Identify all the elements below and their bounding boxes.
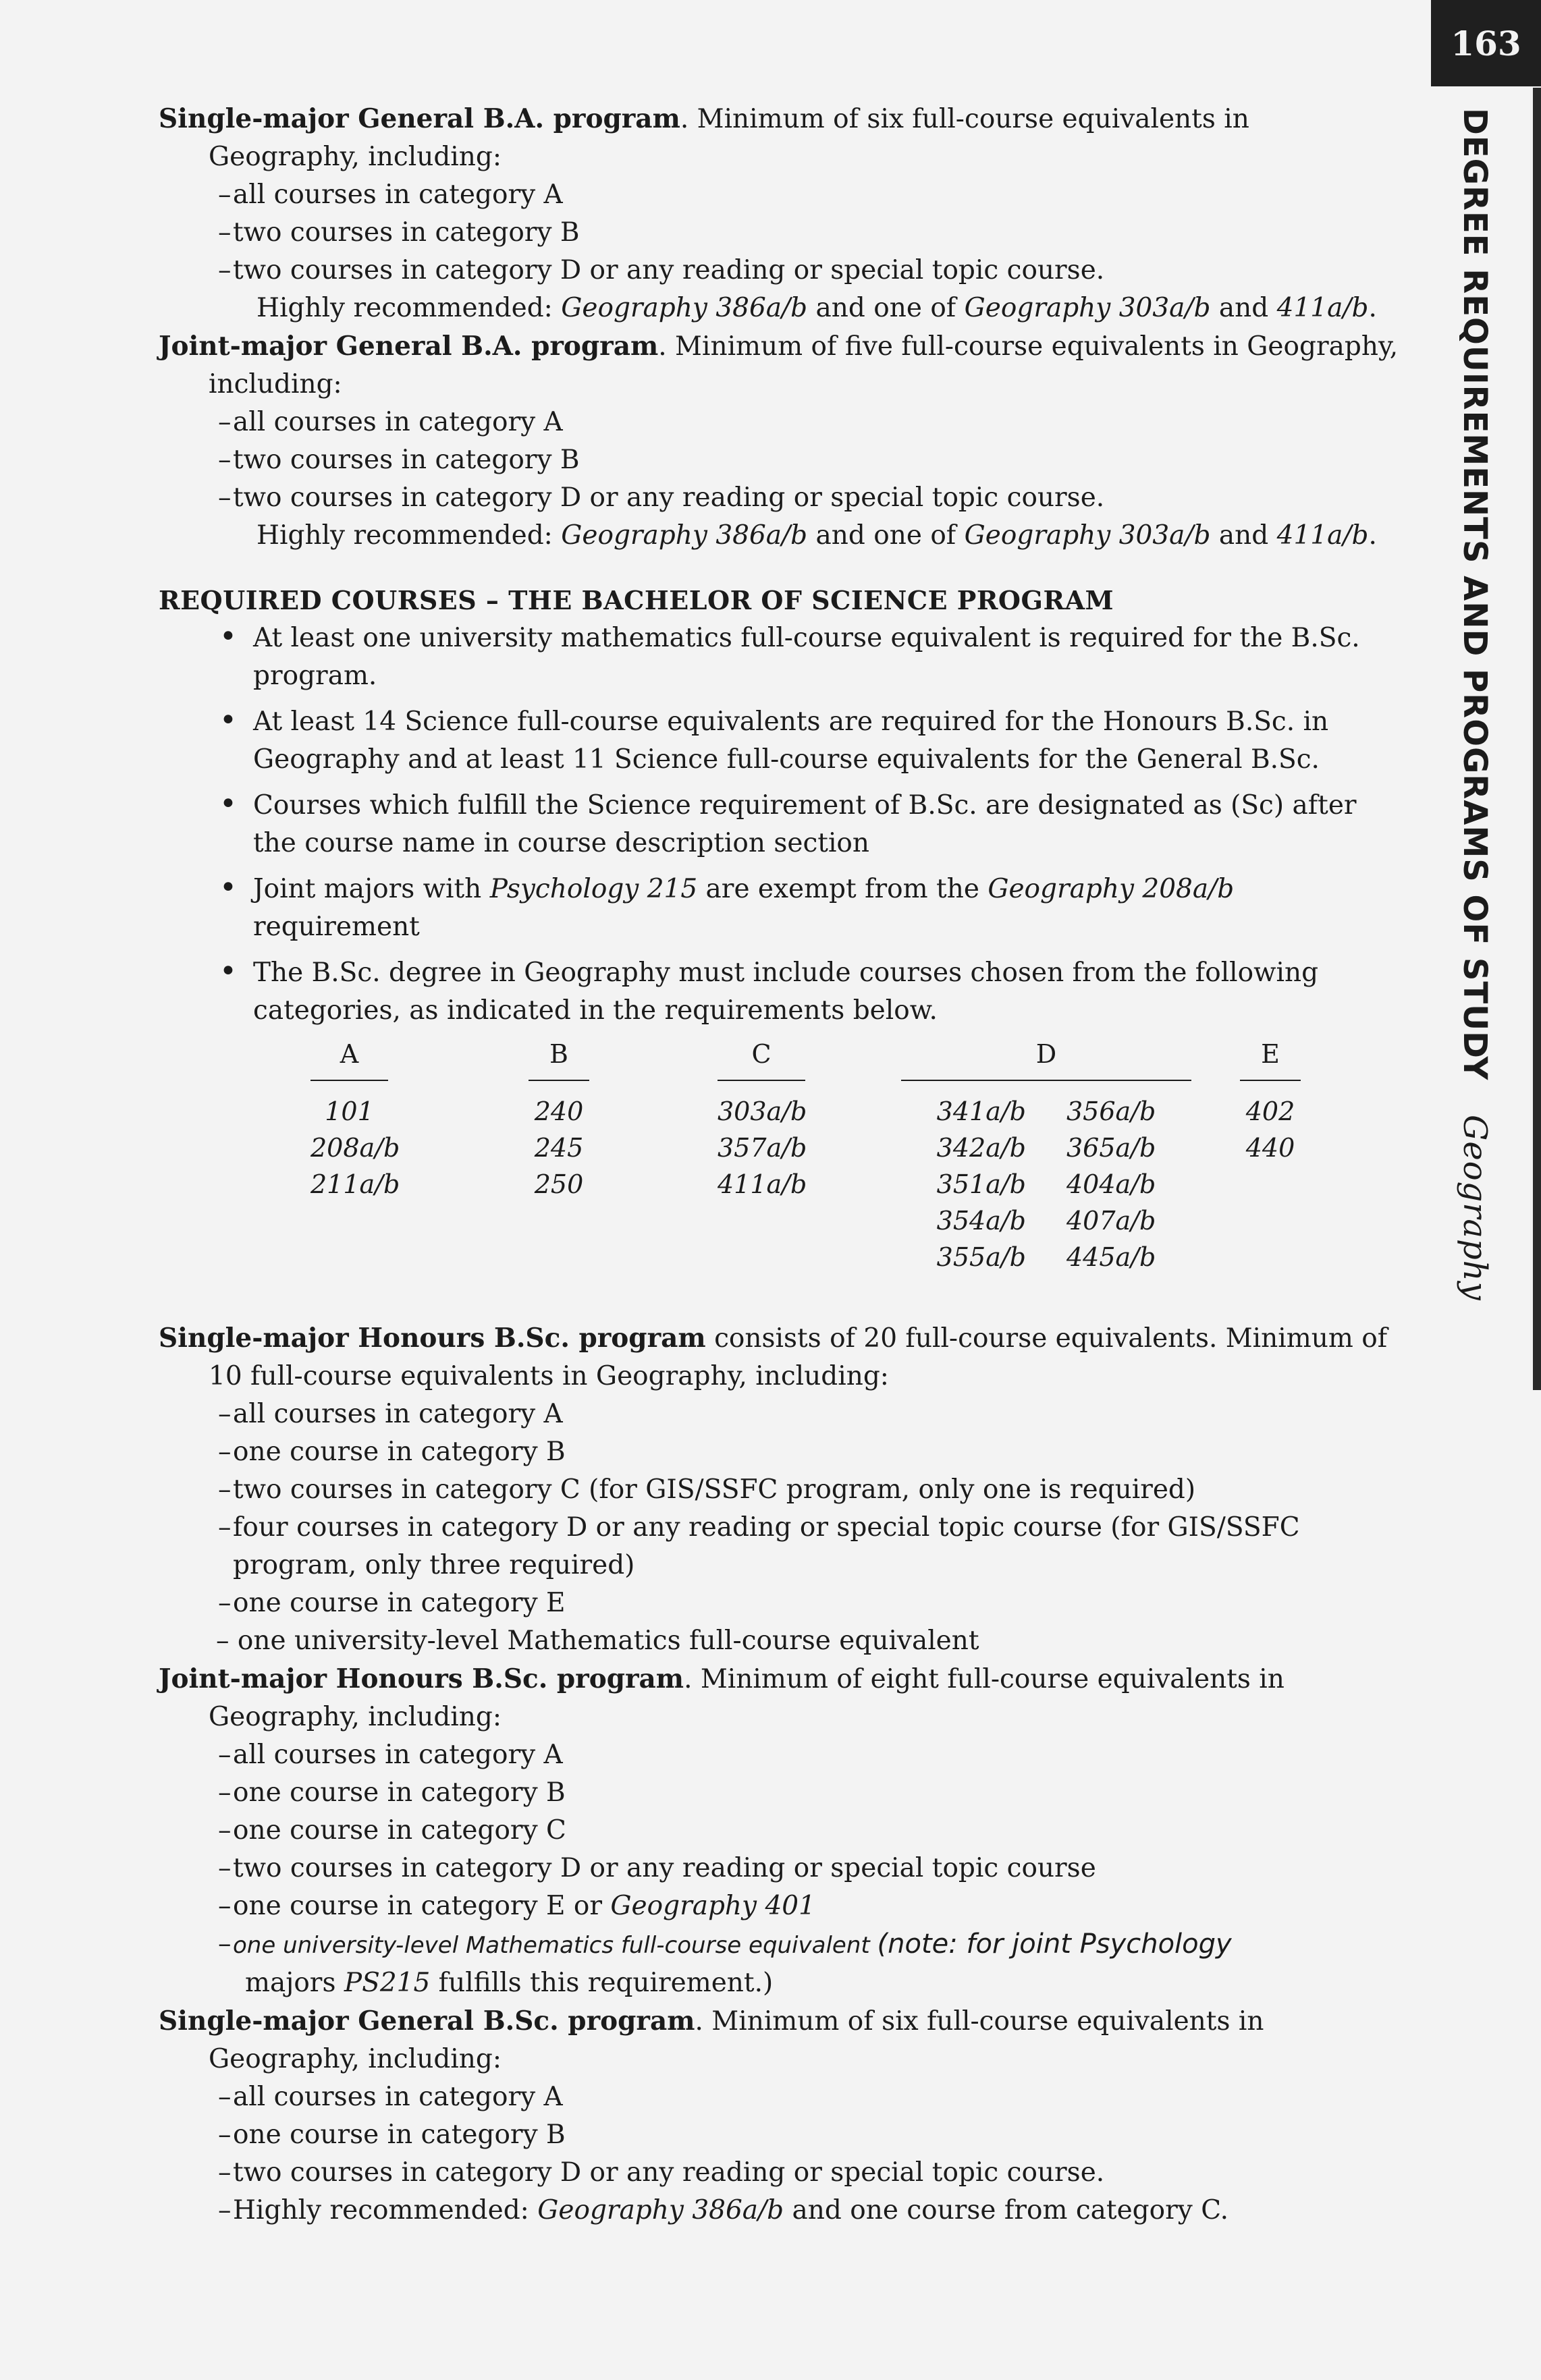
list-item: – four courses in category D or any reading or special topic course (for GIS/SSFC program, only three required) (159, 1509, 1401, 1584)
page-content (159, 100, 1401, 2230)
list-item: – one course in category C (159, 1812, 1401, 1850)
course: 402 (1245, 1097, 1295, 1126)
list-item: – two courses in category D or any reading or special topic course (159, 1850, 1401, 1887)
list-item: – two courses in category B (159, 441, 1401, 479)
course: 211a/b (310, 1169, 400, 1199)
list-item-continued (159, 1964, 1401, 2002)
category-table (159, 1035, 1401, 1302)
list-item: – all courses in category A (159, 1395, 1401, 1433)
ba-joint-recommended (159, 517, 1401, 555)
ba-general-intro (159, 100, 1401, 176)
category-e (1240, 1035, 1301, 1166)
category-a (310, 1035, 400, 1202)
list-text: (note: for joint Psychology (877, 1929, 1232, 1960)
course: 101 (325, 1097, 374, 1126)
bsc-general-text: . Minimum of six full-course equivalents in Geography, including: (209, 2006, 1264, 2074)
bullet-item: • The B.Sc. degree in Geography must include courses chosen from the following categories, as indicated in the requirements below. (159, 954, 1401, 1030)
course: Geography 303a/b (964, 293, 1211, 323)
list-item: – one university-level Mathematics full-course equivalent (216, 1626, 979, 1656)
list-item: – all courses in category A (159, 1736, 1401, 1774)
course: 365a/b (1066, 1133, 1156, 1163)
rec-prefix: Highly recommended: (233, 2195, 538, 2225)
page-number: 163 (1431, 0, 1541, 86)
list-item (159, 1887, 1401, 1925)
side-title-main: DEGREE REQUIREMENTS AND PROGRAMS OF STUDY (1456, 108, 1494, 1081)
course: Geography 386a/b (537, 2195, 784, 2225)
course: 245 (534, 1133, 584, 1163)
course: Psychology 215 (489, 874, 698, 904)
ba-joint-title: Joint-major General B.A. program (159, 331, 659, 362)
rec-prefix: Highly recommended: (256, 293, 562, 323)
divider (1240, 1080, 1301, 1081)
course: 355a/b (936, 1242, 1026, 1272)
course: 351a/b (936, 1169, 1026, 1199)
list-text: one university-level Mathematics full-course equivalent (233, 1932, 877, 1959)
list-item: – two courses in category C (for GIS/SSFC program, only one is required) (159, 1471, 1401, 1509)
divider (718, 1080, 805, 1081)
course: 407a/b (1066, 1206, 1156, 1236)
bsc-honours-title: Single-major Honours B.Sc. program (159, 1323, 706, 1354)
list-item: – two courses in category D or any reading or special topic course. (159, 2154, 1401, 2192)
category-d (901, 1035, 1191, 1275)
course: 404a/b (1066, 1169, 1156, 1199)
rec-prefix: Highly recommended: (256, 520, 562, 551)
bullet-item: • At least one university mathematics full-course equivalent is required for the B.Sc. program. (159, 619, 1401, 695)
category-label: D (1035, 1039, 1057, 1069)
bullet-item: • Courses which fulfill the Science requirement of B.Sc. are designated as (Sc) after the course name in course description section (159, 787, 1401, 862)
rec-mid: and one of (807, 293, 965, 323)
rec-mid: and one of (807, 520, 965, 551)
list-item: – all courses in category A (159, 2078, 1401, 2116)
category-label: B (549, 1039, 568, 1069)
list-item: – all courses in category A (159, 404, 1401, 441)
course: 357a/b (718, 1133, 807, 1163)
rec-and: and (1210, 520, 1277, 551)
bsc-joint-honours-title: Joint-major Honours B.Sc. program (159, 1663, 684, 1694)
list-text: majors (245, 1968, 344, 1998)
course: 341a/b (936, 1097, 1026, 1126)
bullet-text: requirement (253, 912, 420, 942)
course: 440 (1245, 1133, 1295, 1163)
category-c (718, 1035, 805, 1202)
rec-and: and (1210, 293, 1277, 323)
bullet-text: are exempt from the (697, 874, 988, 904)
rec-end: . (1368, 293, 1377, 323)
ba-general-recommended (159, 289, 1401, 327)
list-item (159, 2192, 1401, 2230)
ba-general-title: Single-major General B.A. program (159, 103, 680, 134)
side-title (1438, 108, 1512, 1431)
course: 356a/b (1066, 1097, 1156, 1126)
bsc-joint-honours-intro (159, 1660, 1401, 1736)
course: 208a/b (310, 1133, 400, 1163)
course: 240 (534, 1097, 584, 1126)
ba-joint-intro (159, 327, 1401, 404)
list-item: – one course in category B (159, 2116, 1401, 2154)
course: Geography 386a/b (561, 293, 808, 323)
bsc-honours-text: consists of 20 full-course equivalents. Minimum of 10 full-course equivalents in Geography, including: (209, 1323, 1388, 1391)
course: Geography 303a/b (964, 520, 1211, 551)
bullet-text: Joint majors with (253, 874, 490, 904)
divider (310, 1080, 388, 1081)
category-label: E (1261, 1039, 1280, 1069)
list-item: – one course in category E (159, 1584, 1401, 1622)
bsc-joint-honours-text: . Minimum of eight full-course equivalents in Geography, including: (209, 1664, 1285, 1732)
course: Geography 208a/b (988, 874, 1235, 904)
list-item: – two courses in category D or any reading or special topic course. (159, 252, 1401, 289)
course: 445a/b (1066, 1242, 1156, 1272)
bsc-general-intro (159, 2002, 1401, 2078)
rec-end: and one course from category C. (784, 2195, 1229, 2225)
category-b (529, 1035, 589, 1202)
bsc-general-title: Single-major General B.Sc. program (159, 2005, 695, 2037)
list-item: – one course in category B (159, 1433, 1401, 1471)
divider (901, 1080, 1191, 1081)
divider (529, 1080, 589, 1081)
side-title-sub: Geography (1456, 1114, 1494, 1301)
list-item: – all courses in category A (159, 176, 1401, 214)
list-text: fulfills this requirement.) (430, 1968, 774, 1998)
list-item: – two courses in category D or any reading or special topic course. (159, 479, 1401, 517)
ba-general-text: . Minimum of six full-course equivalents in Geography, including: (209, 104, 1249, 172)
course: PS215 (344, 1968, 431, 1998)
course: 354a/b (936, 1206, 1026, 1236)
list-item: – one course in category B (159, 1774, 1401, 1812)
list-item: – two courses in category B (159, 214, 1401, 252)
list-text: one course in category E or (233, 1891, 611, 1921)
side-rule (1533, 88, 1541, 1390)
course: 411a/b (1276, 293, 1369, 323)
course: 250 (534, 1169, 584, 1199)
category-label: C (751, 1039, 772, 1069)
rec-end: . (1368, 520, 1377, 551)
course: Geography 386a/b (561, 520, 808, 551)
course: 411a/b (718, 1169, 807, 1199)
bsc-honours-intro (159, 1319, 1401, 1395)
course: 411a/b (1276, 520, 1369, 551)
list-item (159, 1925, 1401, 1964)
category-label: A (340, 1039, 359, 1069)
course: Geography 401 (610, 1891, 815, 1921)
bullet-item (159, 870, 1401, 946)
course: 303a/b (718, 1097, 807, 1126)
course: 342a/b (936, 1133, 1026, 1163)
ba-joint-text: . Minimum of five full-course equivalents in Geography, including: (209, 331, 1399, 399)
bullet-item: • At least 14 Science full-course equivalents are required for the Honours B.Sc. in Geography and at least 11 Science full-course equivalents for the General B.Sc. (159, 703, 1401, 779)
bsc-heading: REQUIRED COURSES – THE BACHELOR OF SCIENCE PROGRAM (159, 585, 1114, 615)
